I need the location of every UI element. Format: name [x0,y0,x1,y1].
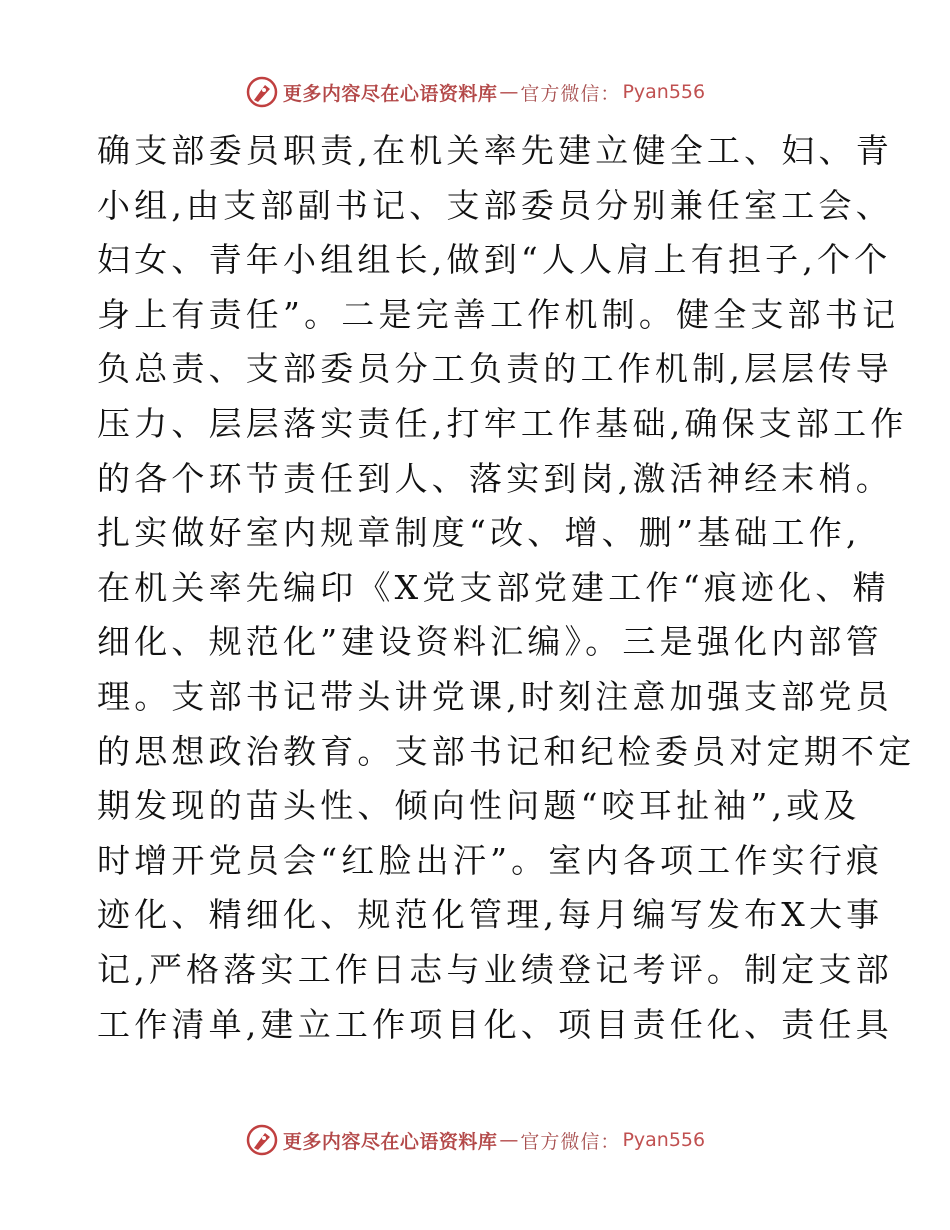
body-line: 在机关率先编印《X党支部党建工作“痕迹化、精 [97,567,890,607]
watermark-wechat-label: 官方微信： [520,1130,621,1153]
body-line: 的各个环节责任到人、落实到岗,激活神经末梢。 [97,458,893,498]
watermark-site-text: 更多内容尽在心语资料库 [282,82,498,105]
watermark-separator: — [499,81,519,103]
pen-nib-logo-icon [245,75,279,109]
body-line: 细化、规范化”建设资料汇编》。三是强化内部管 [97,622,883,662]
body-line: 身上有责任”。二是完善工作机制。健全支部书记 [97,294,900,334]
body-line: 的思想政治教育。支部书记和纪检委员对定期不定 [97,731,916,771]
body-line: 迹化、精细化、规范化管理,每月编写发布X大事 [97,895,884,935]
header-watermark [0,72,950,112]
document-body [97,124,916,1052]
body-line: 时增开党员会“红脸出汗”。室内各项工作实行痕 [97,840,884,880]
body-line: 期发现的苗头性、倾向性问题“咬耳扯袖”,或及 [97,786,861,826]
watermark-wechat-id: Pyan556 [622,81,706,103]
body-line: 负总责、支部委员分工负责的工作机制,层层传导 [97,349,893,389]
body-line: 工作清单,建立工作项目化、项目责任化、责任具 [97,1004,893,1044]
watermark-wechat-id: Pyan556 [622,1129,706,1151]
watermark-separator: — [499,1129,519,1151]
body-line: 妇女、青年小组组长,做到“人人肩上有担子,个个 [97,240,892,280]
body-line: 记,严格落实工作日志与业绩登记考评。制定支部 [97,949,893,989]
watermark-site-text: 更多内容尽在心语资料库 [282,1130,498,1153]
body-line: 压力、层层落实责任,打牢工作基础,确保支部工作 [97,403,908,443]
body-line: 理。支部书记带头讲党课,时刻注意加强支部党员 [97,676,893,716]
body-line: 小组,由支部副书记、支部委员分别兼任室工会、 [97,185,893,225]
body-line: 确支部委员职责,在机关率先建立健全工、妇、青 [97,131,893,170]
footer-watermark [0,1120,950,1160]
watermark-wechat-label: 官方微信： [520,82,621,105]
body-line: 扎实做好室内规章制度“改、增、删”基础工作, [97,513,861,553]
pen-nib-logo-icon [245,1123,279,1157]
